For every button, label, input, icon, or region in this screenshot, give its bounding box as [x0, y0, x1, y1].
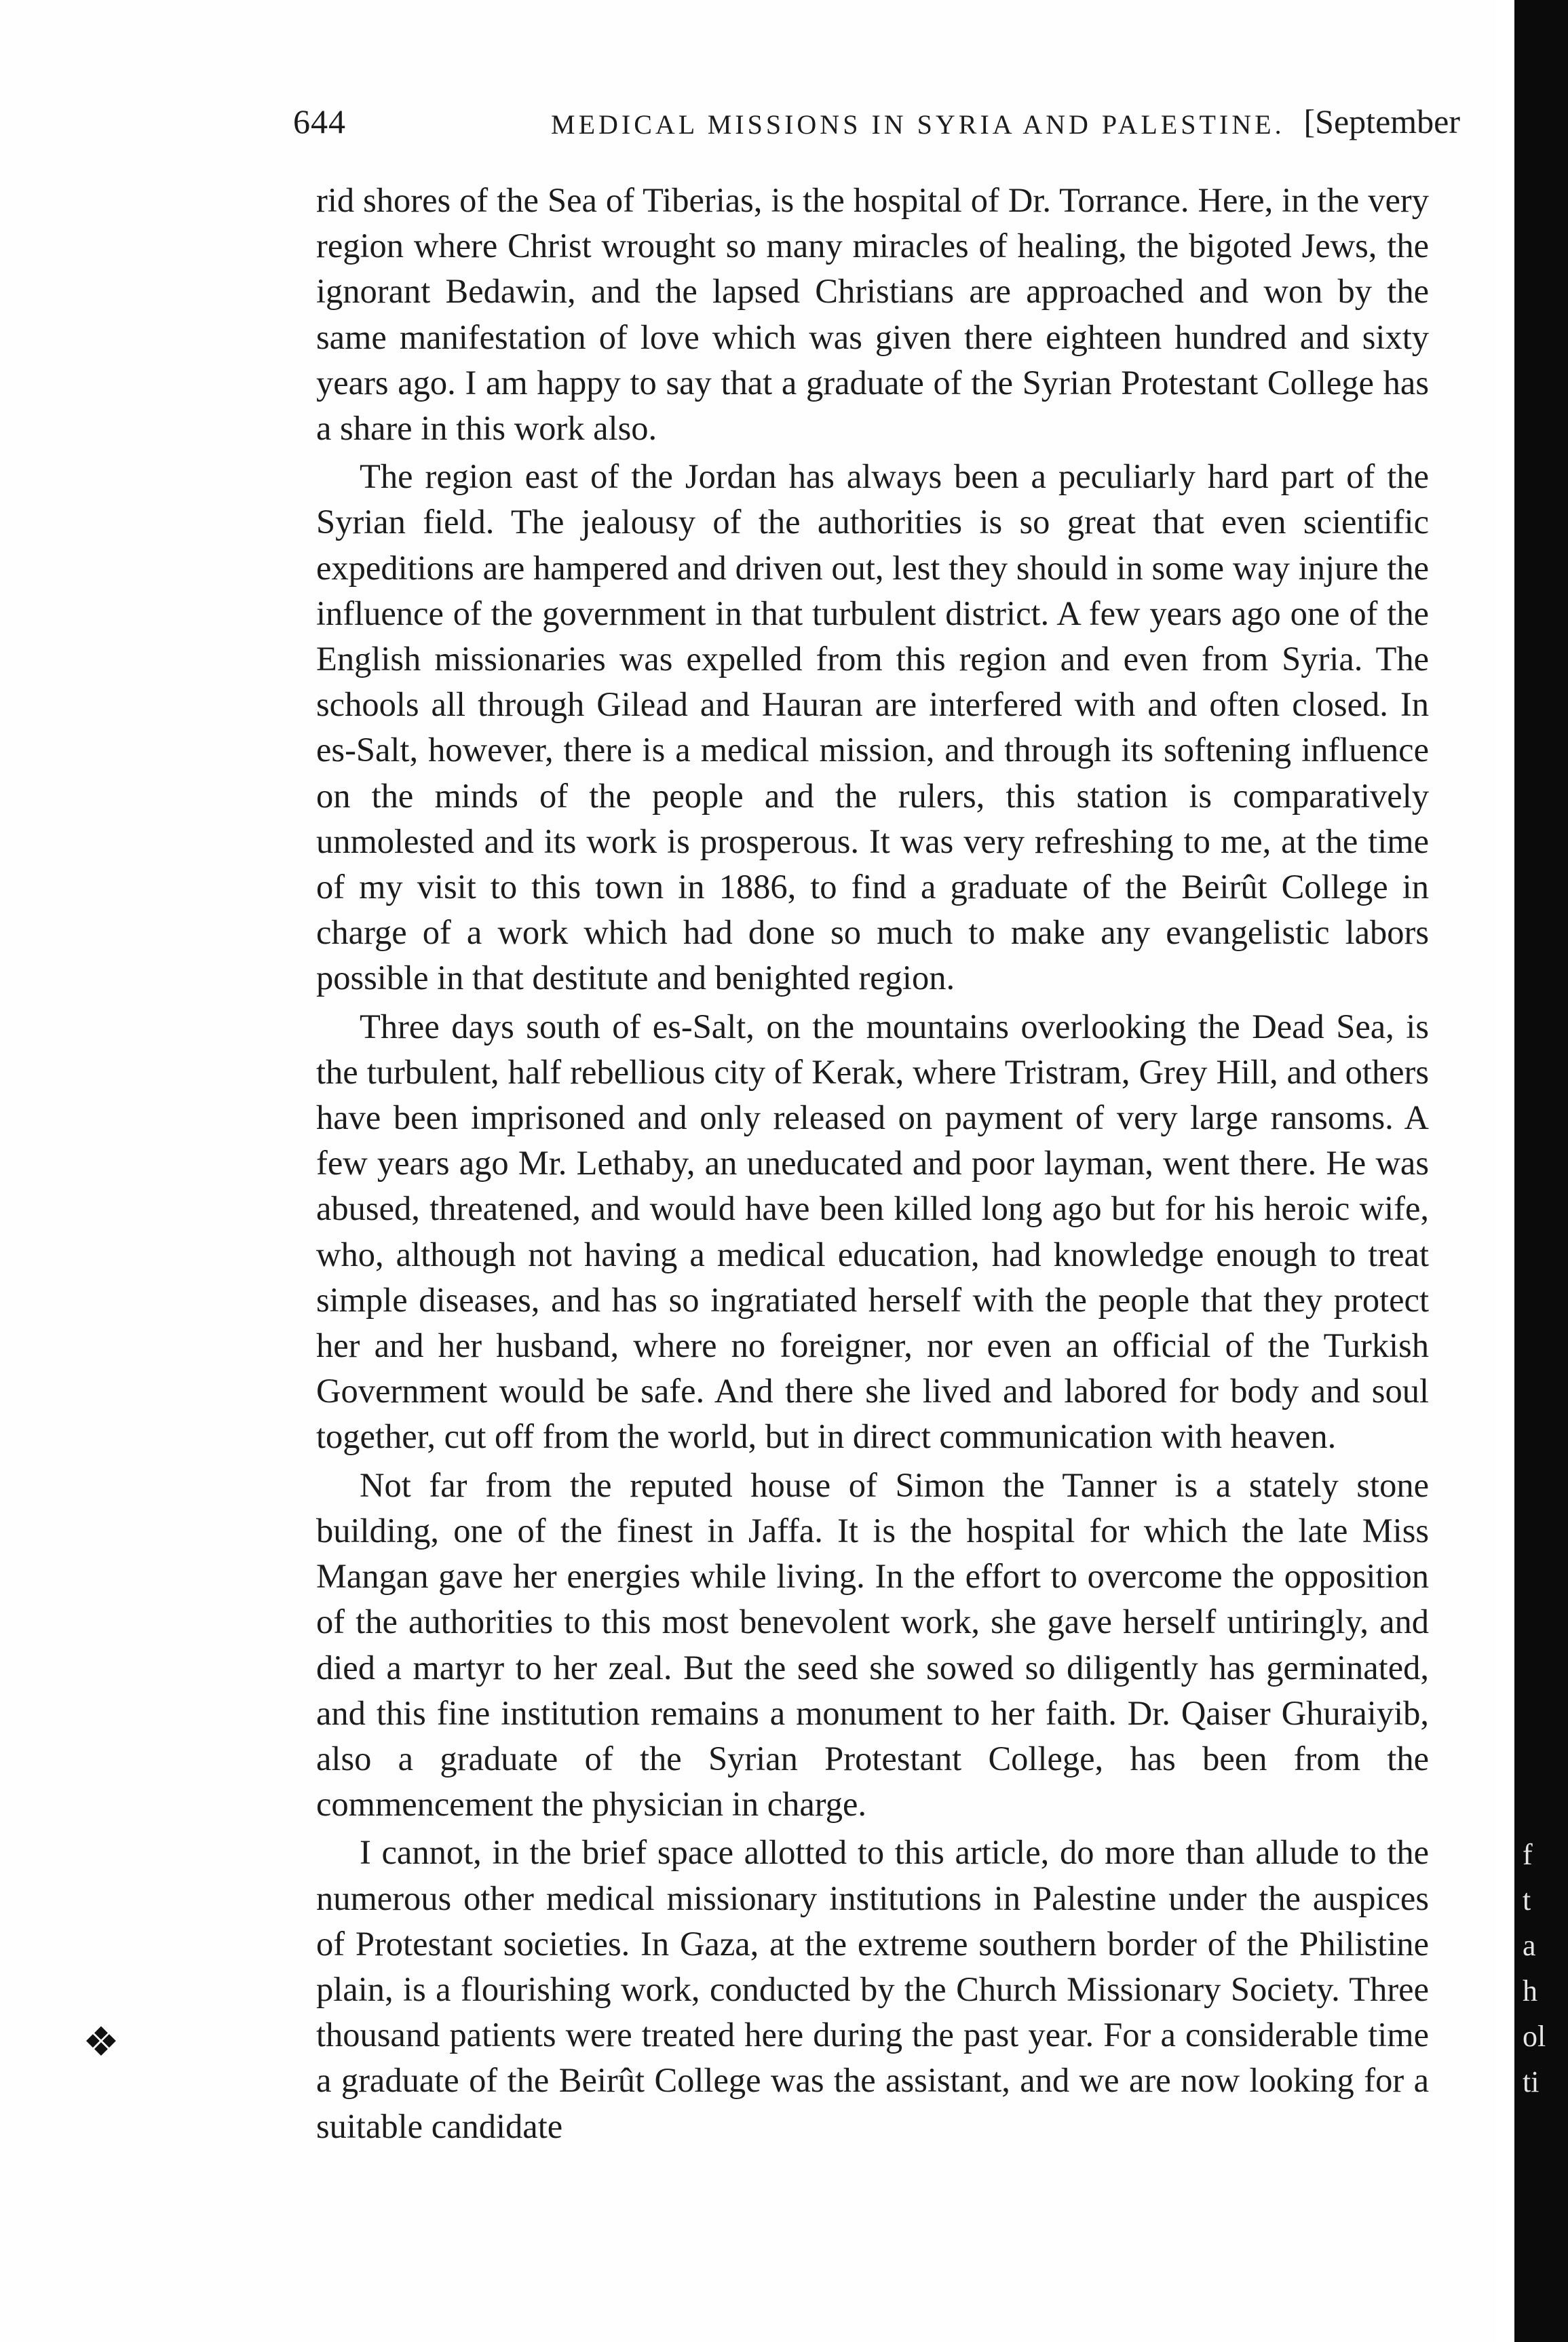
- page-gutter: [1497, 0, 1514, 2342]
- paragraph-jordan: The region east of the Jordan has always been a peculiarly hard part of the Syrian field. The jealousy of the authorities is so great that even scientific expeditions are hampered and driven out, lest they should in some way injure the influence of the government in that turbulent district. A few years ago one of the English missionaries was expelled from this region and even from Syria. The schools all through Gilead and Hauran are interfered with and often closed. In es-Salt, however, there is a medical mission, and through its softening influence on the minds of the people and the rulers, this station is comparatively unmolested and its work is prosperous. It was very refreshing to me, at the time of my visit to this town in 1886, to find a graduate of the Beirût College in charge of a work which had done so much to make any evangelistic labors possible in that destitute and benighted region.: [316, 457, 1429, 997]
- margin-fragment: ol: [1523, 2020, 1546, 2053]
- margin-fragment: f: [1523, 1838, 1533, 1871]
- facing-page-fragments: [1523, 1832, 1563, 2105]
- paragraph-jaffa: Not far from the reputed house of Simon the Tanner is a stately stone building, one of the finest in Jaffa. It is the hospital for which the late Miss Mangan gave her energies while living. In the effort to overcome the opposition of the authorities to this most benevolent work, she gave herself untiringly, and died a martyr to her zeal. But the seed she sowed so diligently has germinated, and this fine institution remains a monument to her faith. Dr. Qaiser Ghuraiyib, also a graduate of the Syrian Protestant College, has been from the commencement the physician in charge.: [316, 1465, 1429, 1824]
- running-title: MEDICAL MISSIONS IN SYRIA AND PALESTINE.: [551, 109, 1285, 140]
- running-head: [293, 102, 1460, 156]
- page-number: 644: [293, 102, 346, 140]
- running-month: [September: [1303, 102, 1460, 140]
- margin-fragment: h: [1523, 1974, 1537, 2008]
- margin-fragment: a: [1523, 1929, 1536, 1962]
- scan-blot-mark: ❖: [83, 2020, 119, 2065]
- margin-fragment: ti: [1523, 2065, 1540, 2098]
- paragraph-gaza: I cannot, in the brief space allotted to this article, do more than allude to the numerous other medical missionary institutions in Palestine under the auspices of Protestant societies. In Gaza, at the extreme southern border of the Philistine plain, is a flourishing work, conducted by the Church Missionary Society. Three thousand patients were treated here during the past year. For a considerable time a graduate of the Beirût College was the assistant, and we are now looking for a suitable candidate: [316, 1833, 1429, 2145]
- body-text: [316, 178, 1429, 2149]
- paragraph-continued: rid shores of the Sea of Tiberias, is the hospital of Dr. Torrance. Here, in the very region where Christ wrought so many miracles of healing, the bigoted Jews, the ignorant Bedawin, and the lapsed Christians are approached and won by the same manifestation of love which was given there eighteen hundred and sixty years ago. I am happy to say that a graduate of the Syrian Protestant College has a share in this work also.: [316, 181, 1429, 448]
- paragraph-kerak: Three days south of es-Salt, on the mountains overlooking the Dead Sea, is the turbulent, half rebellious city of Kerak, where Tristram, Grey Hill, and others have been imprisoned and only released on payment of very large ransoms. A few years ago Mr. Lethaby, an uneducated and poor layman, went there. He was abused, threatened, and would have been killed long ago but for his heroic wife, who, although not having a medical education, had knowledge enough to treat simple diseases, and has so ingratiated herself with the people that they protect her and her husband, where no foreigner, nor even an official of the Turkish Government would be safe. And there she lived and labored for body and soul together, cut off from the world, but in direct communication with heaven.: [316, 1007, 1429, 1456]
- margin-fragment: t: [1523, 1883, 1531, 1917]
